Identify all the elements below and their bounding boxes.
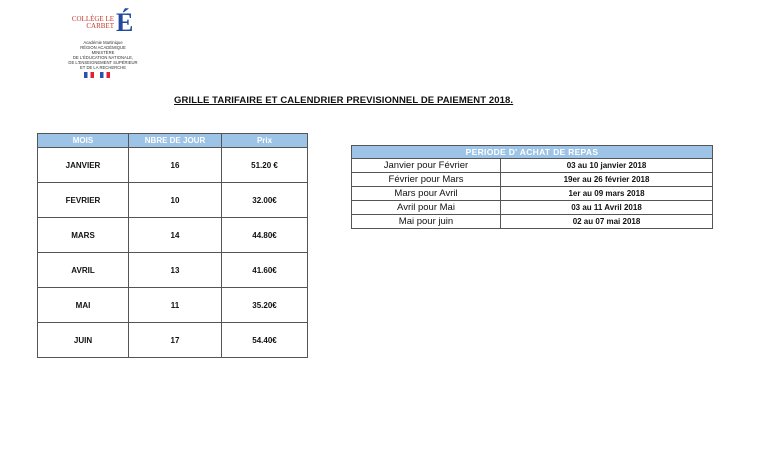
header-periode: PERIODE D' ACHAT DE REPAS <box>352 146 713 159</box>
cell-jours: 13 <box>129 253 222 288</box>
cell-prix: 44.80€ <box>222 218 308 253</box>
cell-periode-mois: Février pour Mars <box>352 173 501 187</box>
cell-periode-mois: Mars pour Avril <box>352 187 501 201</box>
table-row <box>352 159 713 173</box>
table-row <box>38 183 308 218</box>
cell-mois: JANVIER <box>38 148 129 183</box>
periode-table <box>351 145 713 229</box>
logo-college-name: COLLÈGE LE CARBET <box>71 15 114 30</box>
table-row <box>352 173 713 187</box>
cell-jours: 11 <box>129 288 222 323</box>
table-row <box>38 148 308 183</box>
table-row <box>38 288 308 323</box>
header-nbre-jour: NBRE DE JOUR <box>129 134 222 148</box>
flag-icon <box>84 72 94 78</box>
cell-mois: FEVRIER <box>38 183 129 218</box>
table-row <box>38 218 308 253</box>
cell-periode-mois: Janvier pour Février <box>352 159 501 173</box>
logo-line: ET DE LA RECHERCHE <box>80 65 126 70</box>
table-header-row <box>38 134 308 148</box>
cell-jours: 14 <box>129 218 222 253</box>
table-row <box>352 201 713 215</box>
header-prix: Prix <box>222 134 308 148</box>
cell-periode-dates: 19er au 26 février 2018 <box>501 173 713 187</box>
page-title: GRILLE TARIFAIRE ET CALENDRIER PREVISIONNEL DE PAIEMENT 2018. <box>174 95 514 106</box>
college-logo <box>58 10 148 80</box>
cell-periode-mois: Avril pour Mai <box>352 201 501 215</box>
cell-mois: MAI <box>38 288 129 323</box>
logo-line: RÉGION ACADÉMIQUE <box>80 45 126 50</box>
cell-mois: AVRIL <box>38 253 129 288</box>
logo-academy-text <box>58 40 148 70</box>
cell-prix: 41.60€ <box>222 253 308 288</box>
cell-periode-dates: 03 au 10 janvier 2018 <box>501 159 713 173</box>
logo-e-mark: É <box>116 8 134 37</box>
cell-mois: MARS <box>38 218 129 253</box>
cell-prix: 35.20€ <box>222 288 308 323</box>
cell-prix: 32.00€ <box>222 183 308 218</box>
table-header-row <box>352 146 713 159</box>
cell-mois: JUIN <box>38 323 129 358</box>
tarif-table <box>37 133 308 358</box>
flag-icon <box>100 72 110 78</box>
logo-line: Académie Martinique <box>83 40 123 45</box>
cell-periode-dates: 03 au 11 Avril 2018 <box>501 201 713 215</box>
cell-periode-mois: Mai pour juin <box>352 215 501 229</box>
table-row <box>38 323 308 358</box>
logo-line: MINISTÈRE <box>91 50 115 55</box>
cell-jours: 16 <box>129 148 222 183</box>
cell-jours: 17 <box>129 323 222 358</box>
cell-prix: 51.20 € <box>222 148 308 183</box>
cell-periode-dates: 02 au 07 mai 2018 <box>501 215 713 229</box>
cell-prix: 54.40€ <box>222 323 308 358</box>
cell-periode-dates: 1er au 09 mars 2018 <box>501 187 713 201</box>
logo-line: DE L'ÉDUCATION NATIONALE, <box>72 55 134 60</box>
cell-jours: 10 <box>129 183 222 218</box>
table-row <box>352 187 713 201</box>
table-row <box>352 215 713 229</box>
logo-line: DE L'ENSEIGNEMENT SUPÉRIEUR <box>68 60 138 65</box>
header-mois: MOIS <box>38 134 129 148</box>
table-row <box>38 253 308 288</box>
